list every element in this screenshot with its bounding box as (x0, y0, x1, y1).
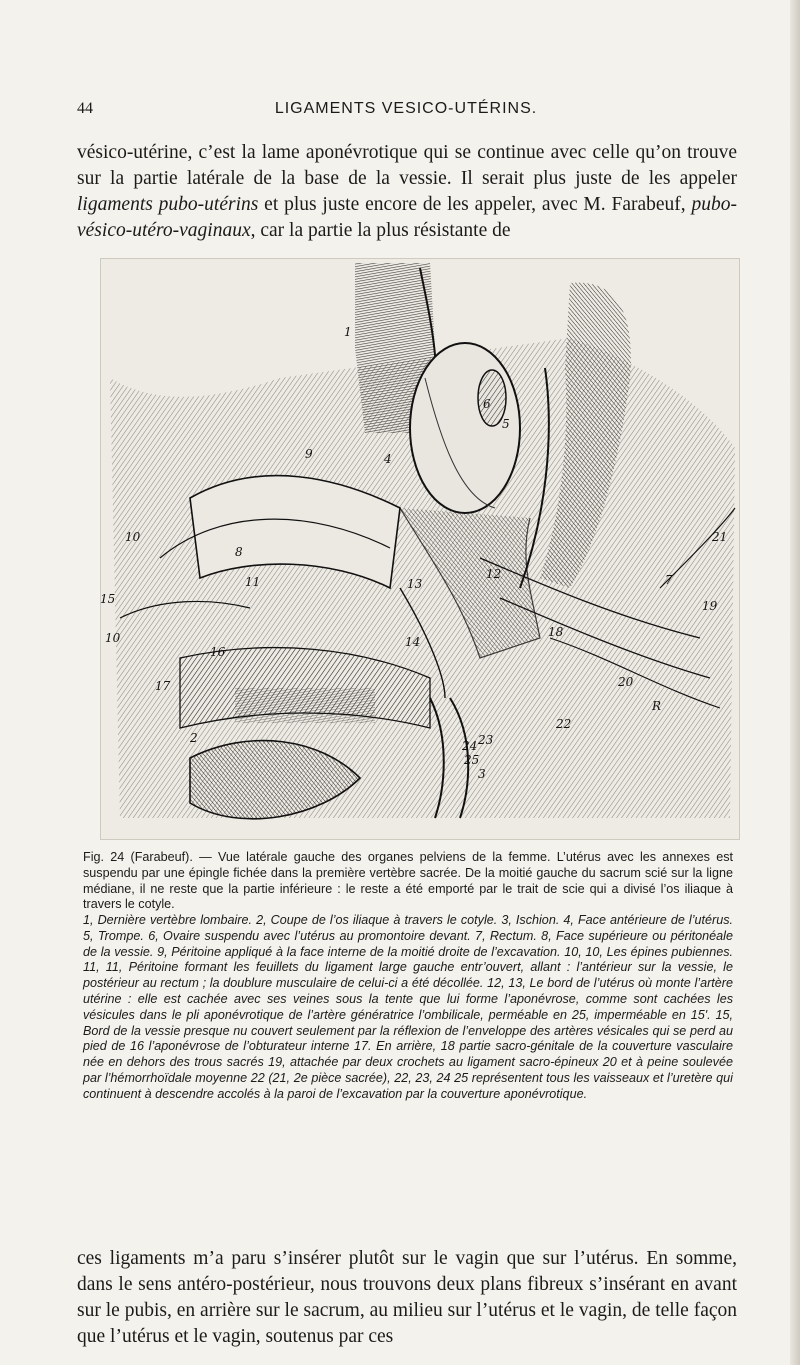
figure-label-24: 24 (462, 739, 478, 753)
figure-label-19: 19 (702, 599, 718, 613)
page-edge (790, 0, 800, 1365)
figure-label-8: 8 (235, 545, 243, 559)
figure-label-5: 5 (502, 417, 510, 431)
term-pubo-uterins: ligaments pubo-utérins (77, 194, 259, 215)
figure-label-17: 17 (155, 679, 171, 693)
page-number: 44 (77, 100, 93, 117)
figure-label-15: 15 (100, 592, 116, 606)
top-paragraph-text-1: vésico-utérine, c’est la lame aponévrotique qui se continue avec celle qu’on trouve sur la partie latérale de la base de la vessie. Il serait plus juste de les appeler (77, 142, 737, 189)
page-header (77, 100, 735, 122)
figure-label-2: 2 (190, 731, 198, 745)
top-paragraph-text-3: , car la partie la plus résistante de (250, 220, 511, 241)
top-paragraph-text-2: et plus juste encore de les appeler, avec M. Farabeuf, (258, 194, 692, 215)
figure-label-18: 18 (548, 625, 564, 639)
figure-label-23: 23 (478, 733, 494, 747)
figure-label-25: 25 (464, 753, 480, 767)
figure-label-14: 14 (405, 635, 421, 649)
figure-label-21: 21 (712, 530, 728, 544)
figure-label-22: 22 (556, 717, 572, 731)
pelvic-engraving (100, 258, 740, 840)
figure-label-12: 12 (486, 567, 502, 581)
figure-label-1: 1 (344, 325, 352, 339)
figure-label-20: 20 (618, 675, 634, 689)
figure-label-9: 9 (305, 447, 313, 461)
top-paragraph (77, 140, 737, 244)
bottom-paragraph: ces ligaments m’a paru s’insérer plutôt sur le vagin que sur l’utérus. En somme, dans le sens antéro-postérieur, nous trouvons deux plans fibreux s’insérant en avant sur le pubis, en arrière sur le sacrum, au milieu sur l’utérus et le vagin, de telle façon que l’utérus et le vagin, soutenus par ces (77, 1248, 737, 1347)
figure-label-3: 3 (478, 767, 486, 781)
anatomical-figure (100, 258, 740, 840)
figure-label-r: R (652, 699, 662, 713)
figure-label-11: 11 (245, 575, 261, 589)
figure-caption: Fig. 24 (Farabeuf). — Vue latérale gauche des organes pelviens de la femme. L’utérus avec les annexes est suspendu par une épingle fichée dans la première vertèbre sacrée. De la moitié gauche du sacrum scié sur la ligne médiane, il ne reste que la partie inférieure : le reste a été emporté par le trait de scie qui a divisé l’os iliaque à travers le cotyle. (83, 850, 733, 912)
figure-label-10: 10 (125, 530, 141, 544)
figure-label-4: 4 (384, 452, 392, 466)
figure-label-13: 13 (407, 577, 423, 591)
figure-legend: 1, Dernière vertèbre lombaire. 2, Coupe de l’os iliaque à travers le cotyle. 3, Ischion. 4, Face antérieure de l’utérus. 5, Trompe. 6, Ovaire suspendu avec l’utérus au promontoire devant. 7, Rectum. 8, Face supérieure ou péritonéale de la vessie. 9, Péritoine appliqué à la face interne de la moitié droite de l’excavation. 10, 10, Les épines pubiennes. 11, 11, Péritoine formant les feuillets du ligament large gauche entr’ouvert, allant : l’antérieur sur la vessie, le postérieur au rectum ; la doublure musculaire de celui-ci a été décollée. 12, 13, Le bord de l’utérus où monte l’artère utérine : elle est cachée avec ses veines sous la tente que lui forme l’aponévrose, comme sont cachées les vésicules dans le pli aponévrotique de l’artère génératrice l’ombilicale, perméable en 25, imperméable en 15'. 15, Bord de la vessie presque nu couvert seulement par la réflexion de l’enveloppe des artères vésicales qui se perd au pied de 16 l’aponévrose de l’obturateur interne 17. En arrière, 18 partie sacro-génitale de la couverture vasculaire née en dehors des trous sacrés 19, attachée par deux crochets au ligament sacro-épineux 20 et à peine soulevée par l’hémorrhoïdale moyenne 22 (21, 2e pièce sacrée), 22, 23, 24 25 représentent tous les vaisseaux et l’uretère qui continuent à descendre accolés à la paroi de l’excavation par la couverture aponévrotique. (83, 913, 733, 1101)
figure-label-16: 16 (210, 645, 226, 659)
figure-label-10b: 10 (105, 631, 121, 645)
term-pubo-vesico-utero-vaginaux: pubo-vésico-utéro-vaginaux (77, 194, 737, 241)
running-title: LIGAMENTS VESICO-UTÉRINS. (274, 100, 538, 117)
figure-label-6: 6 (483, 397, 491, 411)
figure-label-7: 7 (665, 573, 673, 587)
